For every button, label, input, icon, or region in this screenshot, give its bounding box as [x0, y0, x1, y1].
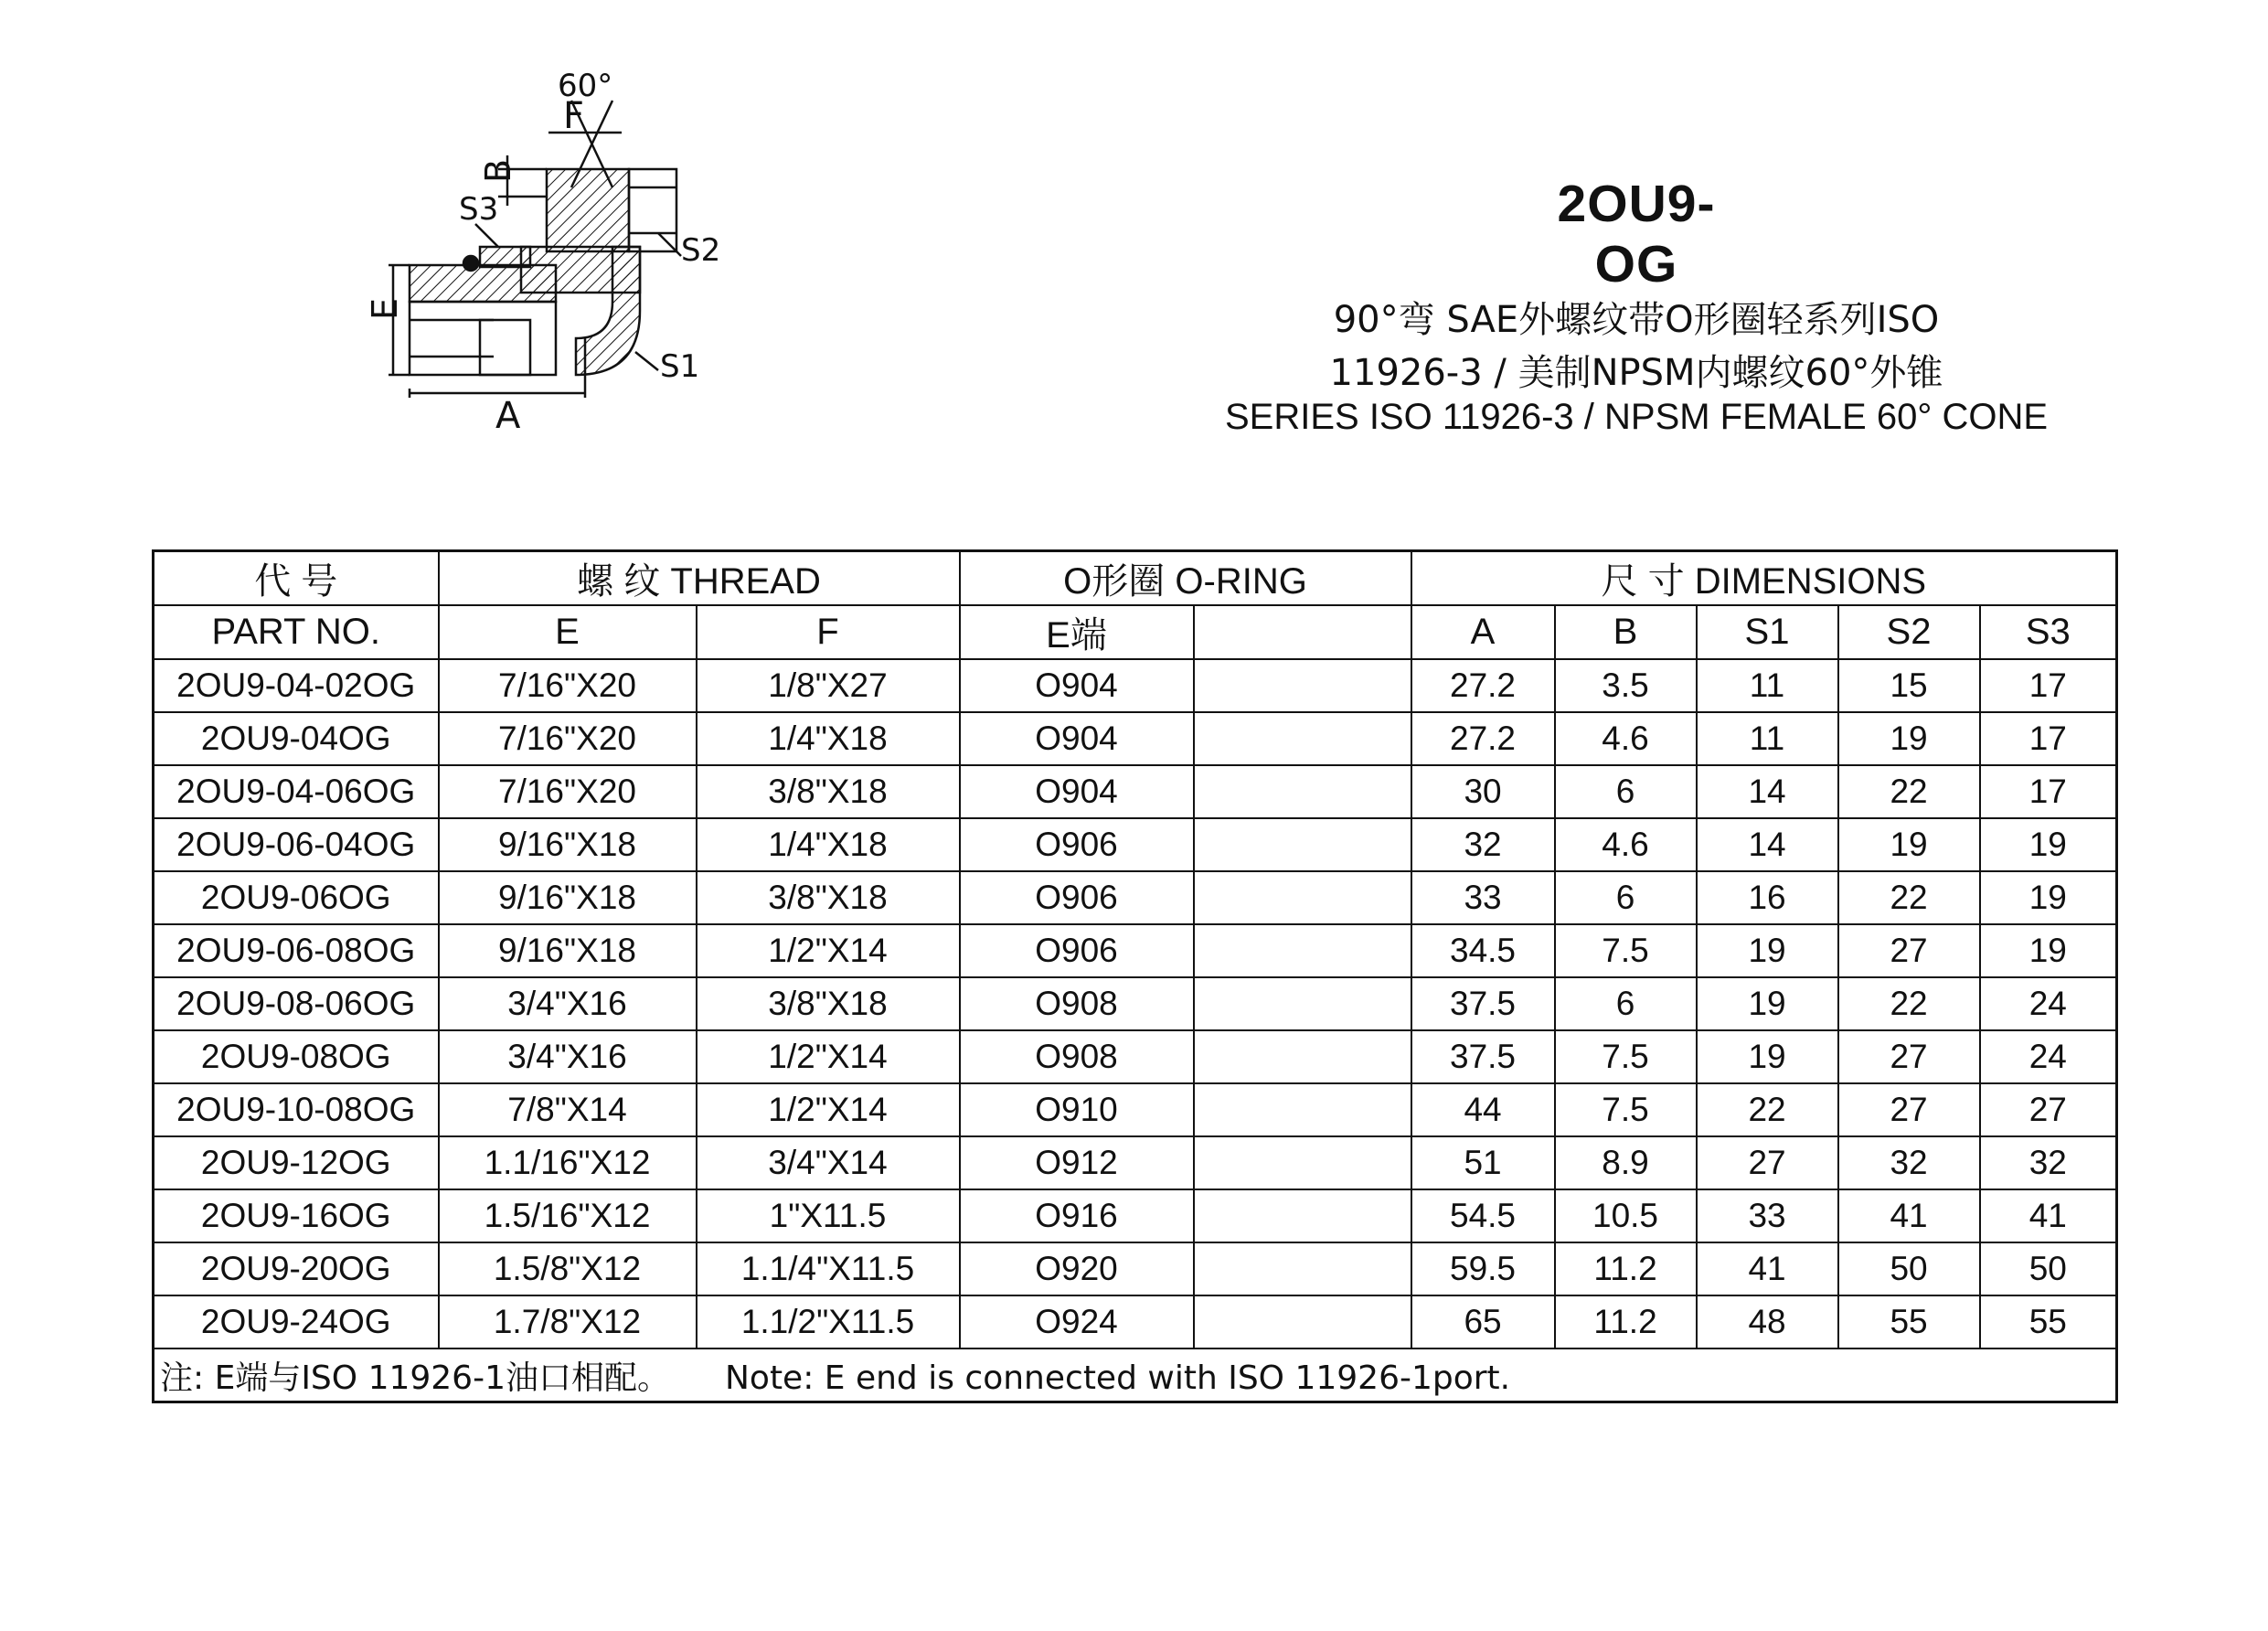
cell-oring-e-end: O908: [960, 1030, 1194, 1083]
cell-dim-s1: 48: [1697, 1295, 1838, 1349]
cell-dim-b: 11.2: [1555, 1295, 1697, 1349]
cell-thread-f: 1.1/2"X11.5: [697, 1295, 960, 1349]
cell-oring-e-end: O912: [960, 1136, 1194, 1189]
cell-thread-f: 3/8"X18: [697, 765, 960, 818]
header-empty: [1194, 605, 1411, 659]
cell-dim-s1: 41: [1697, 1242, 1838, 1295]
header-part-no: PART NO.: [154, 605, 439, 659]
cell-oring-e-end: O904: [960, 712, 1194, 765]
cell-dim-s3: 27: [1980, 1083, 2117, 1136]
cell-dim-s2: 15: [1838, 659, 1980, 712]
cell-dim-s2: 22: [1838, 977, 1980, 1030]
cell-dim-a: 27.2: [1411, 659, 1555, 712]
table-row: [154, 871, 2117, 924]
cell-part-no: 2OU9-04-06OG: [154, 765, 439, 818]
cell-dim-s2: 27: [1838, 924, 1980, 977]
cell-dim-s1: 14: [1697, 765, 1838, 818]
table-row: [154, 1295, 2117, 1349]
label-e: E: [365, 297, 405, 320]
cell-thread-f: 3/8"X18: [697, 871, 960, 924]
header-code-cn: 代 号: [154, 551, 439, 606]
cell-dim-s1: 22: [1697, 1083, 1838, 1136]
cell-oring-e-end: O908: [960, 977, 1194, 1030]
cell-dim-b: 3.5: [1555, 659, 1697, 712]
cell-dim-a: 54.5: [1411, 1189, 1555, 1242]
cell-dim-s3: 17: [1980, 659, 2117, 712]
cell-thread-f: 1"X11.5: [697, 1189, 960, 1242]
cell-dim-s3: 24: [1980, 977, 2117, 1030]
cell-thread-e: 3/4"X16: [439, 977, 697, 1030]
table-row: [154, 1030, 2117, 1083]
subtitle-line-2: 11926-3 / 美制NPSM内螺纹60°外锥: [1329, 352, 1943, 394]
cell-part-no: 2OU9-16OG: [154, 1189, 439, 1242]
cell-thread-e: 7/16"X20: [439, 712, 697, 765]
cell-thread-f: 3/8"X18: [697, 977, 960, 1030]
cell-oring-extra: [1194, 818, 1411, 871]
cell-part-no: 2OU9-06-08OG: [154, 924, 439, 977]
table-row: [154, 818, 2117, 871]
table-row: [154, 765, 2117, 818]
cell-dim-b: 8.9: [1555, 1136, 1697, 1189]
cell-dim-s3: 24: [1980, 1030, 2117, 1083]
subtitle-line-1: 90°弯 SAE外螺纹带O形圈轻系列ISO: [1333, 299, 1940, 341]
cell-thread-e: 9/16"X18: [439, 924, 697, 977]
fitting-drawing: [219, 37, 786, 530]
table-row: [154, 712, 2117, 765]
cell-dim-s2: 55: [1838, 1295, 1980, 1349]
cell-dim-s2: 41: [1838, 1189, 1980, 1242]
cell-part-no: 2OU9-12OG: [154, 1136, 439, 1189]
cell-dim-b: 6: [1555, 765, 1697, 818]
cell-dim-b: 4.6: [1555, 818, 1697, 871]
cell-dim-b: 6: [1555, 871, 1697, 924]
cell-thread-e: 1.1/16"X12: [439, 1136, 697, 1189]
cell-dim-a: 32: [1411, 818, 1555, 871]
cell-thread-e: 1.7/8"X12: [439, 1295, 697, 1349]
cell-dim-s1: 19: [1697, 1030, 1838, 1083]
cell-dim-a: 59.5: [1411, 1242, 1555, 1295]
male-thread-body: [410, 265, 556, 302]
locknut-s3: [480, 247, 530, 267]
header-oring: O形圈 O-RING: [960, 551, 1411, 606]
cell-oring-extra: [1194, 1295, 1411, 1349]
cell-dim-s1: 16: [1697, 871, 1838, 924]
note-cn: 注: E端与ISO 11926-1油口相配。: [160, 1359, 670, 1397]
table-row: [154, 659, 2117, 712]
cell-oring-e-end: O910: [960, 1083, 1194, 1136]
cell-oring-extra: [1194, 924, 1411, 977]
label-s2: S2: [681, 232, 721, 269]
cell-dim-s1: 33: [1697, 1189, 1838, 1242]
o-ring-mark: [463, 256, 478, 271]
cell-part-no: 2OU9-06-04OG: [154, 818, 439, 871]
elbow-fitting-diagram: [219, 37, 786, 530]
cell-dim-a: 65: [1411, 1295, 1555, 1349]
locknut-lower: [480, 320, 530, 375]
cell-thread-f: 1/8"X27: [697, 659, 960, 712]
cell-dim-s2: 32: [1838, 1136, 1980, 1189]
cell-dim-s2: 27: [1838, 1083, 1980, 1136]
cell-oring-e-end: O916: [960, 1189, 1194, 1242]
cell-dim-s2: 22: [1838, 765, 1980, 818]
cell-oring-extra: [1194, 1189, 1411, 1242]
note-en: Note: E end is connected with ISO 11926-1port.: [724, 1359, 1511, 1397]
nut-s2: [629, 169, 676, 251]
header-b: B: [1555, 605, 1697, 659]
cell-dim-a: 33: [1411, 871, 1555, 924]
cell-oring-extra: [1194, 712, 1411, 765]
cell-thread-f: 1.1/4"X11.5: [697, 1242, 960, 1295]
header-e-end: E端: [960, 605, 1194, 659]
cell-thread-f: 3/4"X14: [697, 1136, 960, 1189]
cell-oring-e-end: O924: [960, 1295, 1194, 1349]
label-s1: S1: [660, 348, 700, 385]
subtitle-line-3: SERIES ISO 11926-3 / NPSM FEMALE 60° CONE: [1224, 397, 2049, 437]
cell-thread-e: 9/16"X18: [439, 818, 697, 871]
cell-part-no: 2OU9-04-02OG: [154, 659, 439, 712]
cell-dim-b: 7.5: [1555, 924, 1697, 977]
note-cell: [154, 1349, 2117, 1402]
table-row: [154, 1136, 2117, 1189]
spec-table: [152, 549, 2118, 1403]
cell-dim-s3: 19: [1980, 924, 2117, 977]
table-row: [154, 1083, 2117, 1136]
cell-thread-e: 3/4"X16: [439, 1030, 697, 1083]
cell-thread-e: 1.5/8"X12: [439, 1242, 697, 1295]
header-f: F: [697, 605, 960, 659]
label-a: A: [495, 395, 521, 437]
cell-oring-extra: [1194, 765, 1411, 818]
cell-dim-a: 44: [1411, 1083, 1555, 1136]
cell-dim-s3: 19: [1980, 871, 2117, 924]
cell-dim-b: 7.5: [1555, 1030, 1697, 1083]
cell-thread-f: 1/2"X14: [697, 924, 960, 977]
cell-oring-extra: [1194, 1136, 1411, 1189]
cell-oring-extra: [1194, 1083, 1411, 1136]
cell-dim-s1: 14: [1697, 818, 1838, 871]
cell-dim-a: 27.2: [1411, 712, 1555, 765]
cell-dim-s2: 50: [1838, 1242, 1980, 1295]
cell-oring-extra: [1194, 977, 1411, 1030]
male-thread-lower: [410, 302, 556, 375]
header-row-2: [154, 605, 2117, 659]
product-title: 2OU9-OG: [1557, 175, 1716, 293]
cell-part-no: 2OU9-20OG: [154, 1242, 439, 1295]
cell-dim-s1: 11: [1697, 659, 1838, 712]
cell-thread-e: 9/16"X18: [439, 871, 697, 924]
cell-dim-a: 37.5: [1411, 977, 1555, 1030]
label-b: B: [478, 158, 518, 183]
cell-oring-extra: [1194, 1242, 1411, 1295]
cell-dim-s2: 22: [1838, 871, 1980, 924]
cell-thread-f: 1/4"X18: [697, 712, 960, 765]
cell-dim-s3: 17: [1980, 765, 2117, 818]
table-body: [154, 659, 2117, 1349]
cell-dim-a: 34.5: [1411, 924, 1555, 977]
table-row: [154, 1189, 2117, 1242]
cell-thread-e: 7/16"X20: [439, 765, 697, 818]
cell-dim-s1: 19: [1697, 924, 1838, 977]
cell-dim-s2: 27: [1838, 1030, 1980, 1083]
cell-part-no: 2OU9-10-08OG: [154, 1083, 439, 1136]
label-s3: S3: [459, 191, 499, 228]
cell-dim-b: 7.5: [1555, 1083, 1697, 1136]
cell-part-no: 2OU9-08-06OG: [154, 977, 439, 1030]
cell-part-no: 2OU9-08OG: [154, 1030, 439, 1083]
header-s3: S3: [1980, 605, 2117, 659]
cell-dim-s1: 27: [1697, 1136, 1838, 1189]
cell-thread-e: 1.5/16"X12: [439, 1189, 697, 1242]
table-row: [154, 1242, 2117, 1295]
vertical-body: [547, 169, 629, 251]
cell-part-no: 2OU9-06OG: [154, 871, 439, 924]
cell-part-no: 2OU9-04OG: [154, 712, 439, 765]
cell-dim-s3: 50: [1980, 1242, 2117, 1295]
header-s2: S2: [1838, 605, 1980, 659]
cell-oring-extra: [1194, 1030, 1411, 1083]
angle-label: 60°: [558, 68, 613, 104]
cell-oring-e-end: O904: [960, 765, 1194, 818]
cell-oring-e-end: O906: [960, 871, 1194, 924]
header-a: A: [1411, 605, 1555, 659]
cell-dim-s3: 17: [1980, 712, 2117, 765]
cell-dim-s2: 19: [1838, 712, 1980, 765]
cell-dim-b: 11.2: [1555, 1242, 1697, 1295]
cell-dim-s1: 11: [1697, 712, 1838, 765]
cell-part-no: 2OU9-24OG: [154, 1295, 439, 1349]
cell-dim-b: 10.5: [1555, 1189, 1697, 1242]
cell-dim-s3: 19: [1980, 818, 2117, 871]
cell-thread-f: 1/4"X18: [697, 818, 960, 871]
note-row: [154, 1349, 2117, 1402]
cell-dim-s1: 19: [1697, 977, 1838, 1030]
label-f: F: [563, 95, 585, 137]
header-thread: 螺 纹 THREAD: [439, 551, 960, 606]
cell-oring-e-end: O920: [960, 1242, 1194, 1295]
cell-dim-b: 6: [1555, 977, 1697, 1030]
cell-dim-s3: 32: [1980, 1136, 2117, 1189]
cell-oring-e-end: O906: [960, 818, 1194, 871]
header-row-1: [154, 551, 2117, 606]
cell-dim-s3: 41: [1980, 1189, 2117, 1242]
table-row: [154, 977, 2117, 1030]
cell-dim-b: 4.6: [1555, 712, 1697, 765]
cell-oring-e-end: O904: [960, 659, 1194, 712]
cell-dim-a: 51: [1411, 1136, 1555, 1189]
header-dimensions: 尺 寸 DIMENSIONS: [1411, 551, 2117, 606]
cell-dim-a: 37.5: [1411, 1030, 1555, 1083]
cell-oring-extra: [1194, 659, 1411, 712]
table-row: [154, 924, 2117, 977]
cell-thread-f: 1/2"X14: [697, 1083, 960, 1136]
cell-dim-a: 30: [1411, 765, 1555, 818]
cell-thread-e: 7/8"X14: [439, 1083, 697, 1136]
cell-thread-f: 1/2"X14: [697, 1030, 960, 1083]
cell-dim-s2: 19: [1838, 818, 1980, 871]
cell-dim-s3: 55: [1980, 1295, 2117, 1349]
cell-oring-e-end: O906: [960, 924, 1194, 977]
cell-thread-e: 7/16"X20: [439, 659, 697, 712]
cell-oring-extra: [1194, 871, 1411, 924]
header-s1: S1: [1697, 605, 1838, 659]
header-e: E: [439, 605, 697, 659]
